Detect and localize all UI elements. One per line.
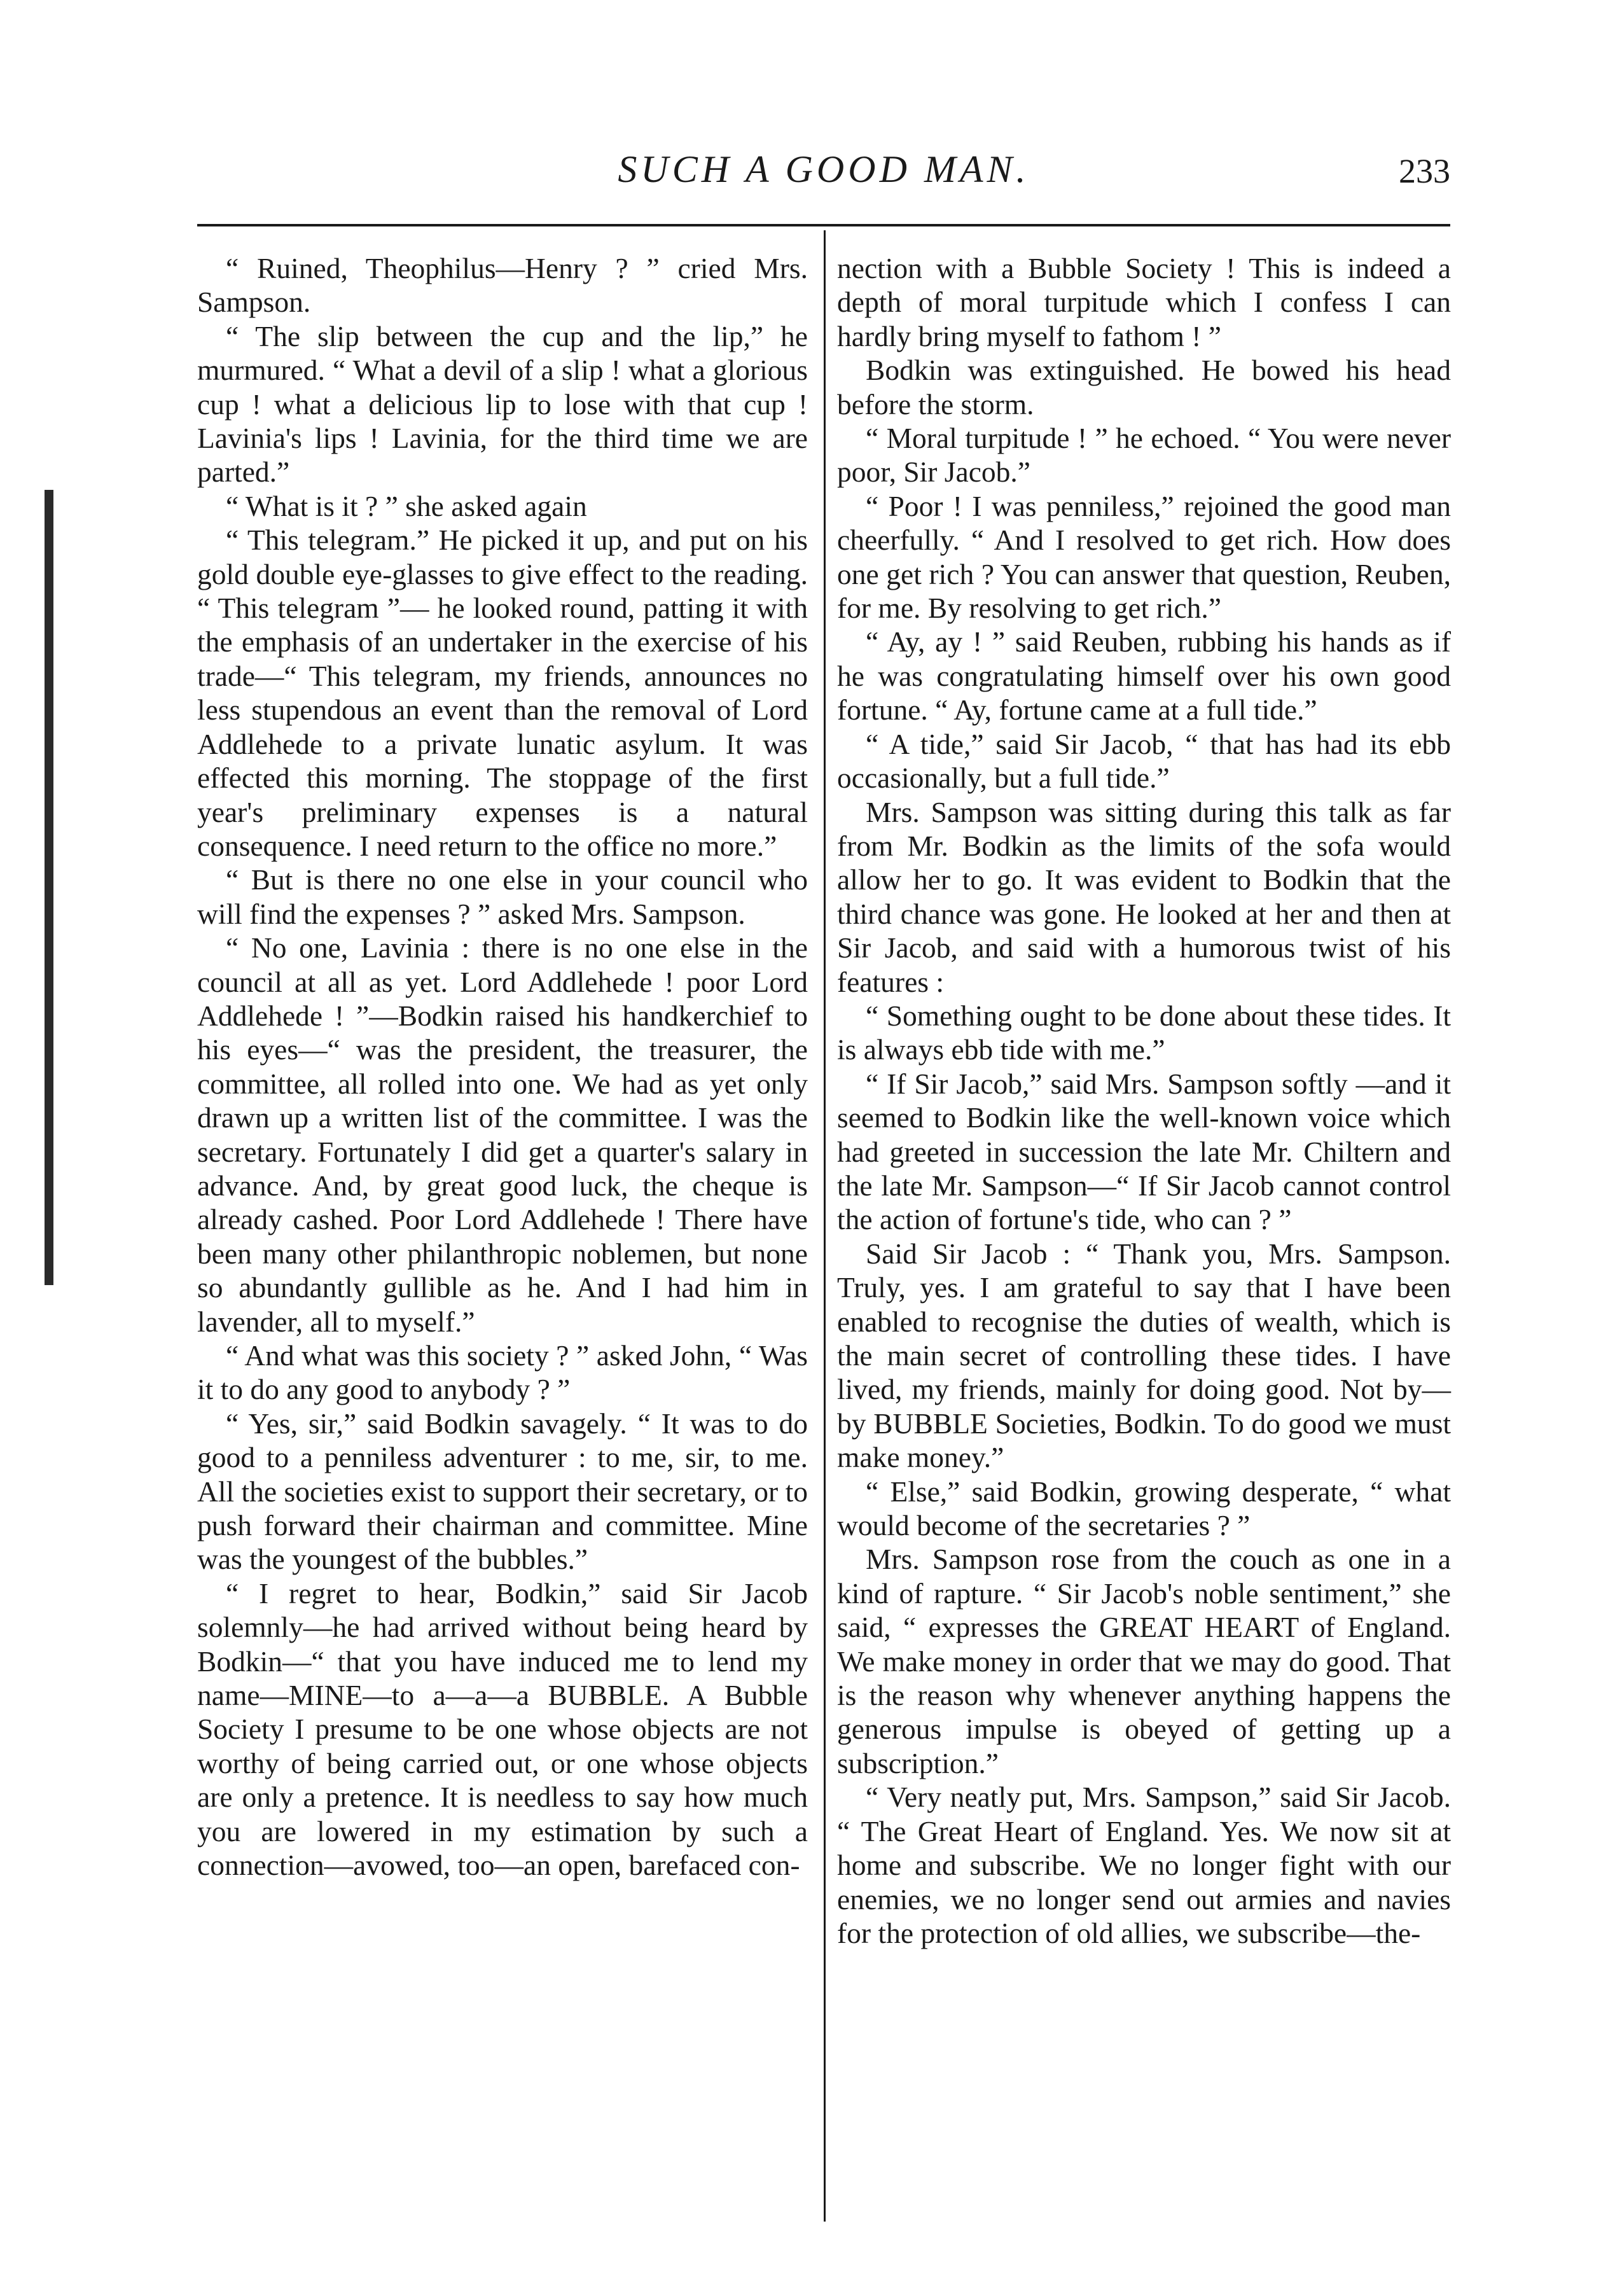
paragraph: “ Yes, sir,” said Bodkin savagely. “ It was to do good to a penniless adventurer : to me, sir, to me. All the societies exist to support their secretary, or to push forward their chairman and committee. Mine was the youngest of the bubbles.” [197,1407,808,1576]
paragraph: Said Sir Jacob : “ Thank you, Mrs. Sampson. Truly, yes. I am grateful to say that I have been enabled to recognise the duties of wealth, which is the main secret of controlling these tides. I have lived, my friends, mainly for doing good. Not by—by BUBBLE Societies, Bodkin. To do good we must make money.” [837,1237,1451,1474]
paragraph: “ What is it ? ” she asked again [226,489,587,522]
paragraph: “ The slip between the cup and the lip,” he murmured. “ What a devil of a slip ! what a glorious cup ! what a delicious lip to lose with that cup ! Lavinia's lips ! Lavinia, for the third time we are parted.” [197,319,808,489]
binding-margin-mark [45,490,53,1285]
paragraph: “ I regret to hear, Bodkin,” said Sir Jacob solemnly—he had arrived without being heard by Bodkin—“ that you have induced me to lend my name—MINE—to a—a—a BUBBLE. A Bubble Society I presume to be one whose objects are not worthy of being carried out, or one whose objects are only a pretence. It is needless to say how much you are lowered in my estimation by such a connection—avowed, too—an open, barefaced con- [197,1576,808,1882]
paragraph: “ Ruined, Theophilus—Henry ? ” cried Mrs. Sampson. [197,252,808,319]
paragraph: Mrs. Sampson was sitting during this talk as far from Mr. Bodkin as the limits of the sofa would allow her to go. It was evident to Bodkin that the third chance was gone. He looked at her and then at Sir Jacob, and said with a humorous twist of his features : [837,795,1451,998]
paragraph: “ Poor ! I was penniless,” rejoined the good man cheerfully. “ And I resolved to get rich. How does one get rich ? You can answer that question, Reuben, for me. By resolving to get rich.” [837,489,1451,625]
paragraph: “ Else,” said Bodkin, growing desperate, “ what would become of the secretaries ? ” [837,1475,1451,1542]
paragraph: “ Very neatly put, Mrs. Sampson,” said Sir Jacob. “ The Great Heart of England. Yes. We now sit at home and subscribe. We no longer fight with our enemies, we no longer send out armies and navies for the protection of old allies, we subscribe—the- [837,1781,1451,1949]
paragraph: “ Something ought to be done about these tides. It is always ebb tide with me.” [837,999,1451,1066]
paragraph: “ This telegram.” He picked it up, and put on his gold double eye-glasses to give effect to the reading. “ This telegram ”— he looked round, patting it with the emphasis of an undertaker in the exercise of his trade—“ This telegram, my friends, announces no less stupendous an event than the removal of Lord Addlehede to a private lunatic asylum. It was effected this morning. The stoppage of the first year's preliminary expenses is a natural consequence. I need return to the office no more.” [197,524,808,862]
right-column [837,251,1451,1950]
paragraph: “ But is there no one else in your council who will find the expenses ? ” asked Mrs. Sampson. [197,863,808,930]
paragraph: “ If Sir Jacob,” said Mrs. Sampson softly —and it seemed to Bodkin like the well-known voice which had greeted in succession the late Mr. Chiltern and the late Mr. Sampson—“ If Sir Jacob cannot control the action of fortune's tide, who can ? ” [837,1067,1451,1236]
paragraph: “ And what was this society ? ” asked John, “ Was it to do any good to anybody ? ” [197,1339,808,1406]
page-number: 233 [1399,152,1450,190]
paragraph: Mrs. Sampson rose from the couch as one in a kind of rapture. “ Sir Jacob's noble sentiment,” she said, “ expresses the GREAT HEART of England. We make money in order that we may do good. That is the reason why whenever anything happens the generous impulse is obeyed of getting up a subscription.” [837,1543,1451,1779]
page-header [197,148,1450,205]
left-column [197,251,808,1882]
paragraph: “ A tide,” said Sir Jacob, “ that has had its ebb occasionally, but a full tide.” [837,727,1451,795]
paragraph: “ Ay, ay ! ” said Reuben, rubbing his hands as if he was congratulating himself over his own good fortune. “ Ay, fortune came at a full tide.” [837,625,1451,727]
paragraph: Bodkin was extinguished. He bowed his head before the storm. [837,354,1451,421]
column-divider [824,230,826,2222]
paragraph: “ No one, Lavinia : there is no one else in the council at all as yet. Lord Addlehede ! poor Lord Addlehede ! ”—Bodkin raised his handkerchief to his eyes—“ was the president, the treasurer, the committee, all rolled into one. We had as yet only drawn up a written list of the committee. I was the secretary. Fortunately I did get a quarter's salary in advance. And, by great good luck, the cheque is already cashed. Poor Lord Addlehede ! There have been many other philanthropic noblemen, but none so abundantly gullible as he. And I had him in lavender, all to myself.” [197,931,808,1338]
paragraph: “ Moral turpitude ! ” he echoed. “ You were never poor, Sir Jacob.” [837,422,1451,489]
running-title: SUCH A GOOD MAN. [618,148,1030,190]
paragraph-continued: nection with a Bubble Society ! This is indeed a depth of moral turpitude which I confess I can hardly bring myself to fathom ! ” [837,252,1451,352]
header-rule [197,224,1450,226]
